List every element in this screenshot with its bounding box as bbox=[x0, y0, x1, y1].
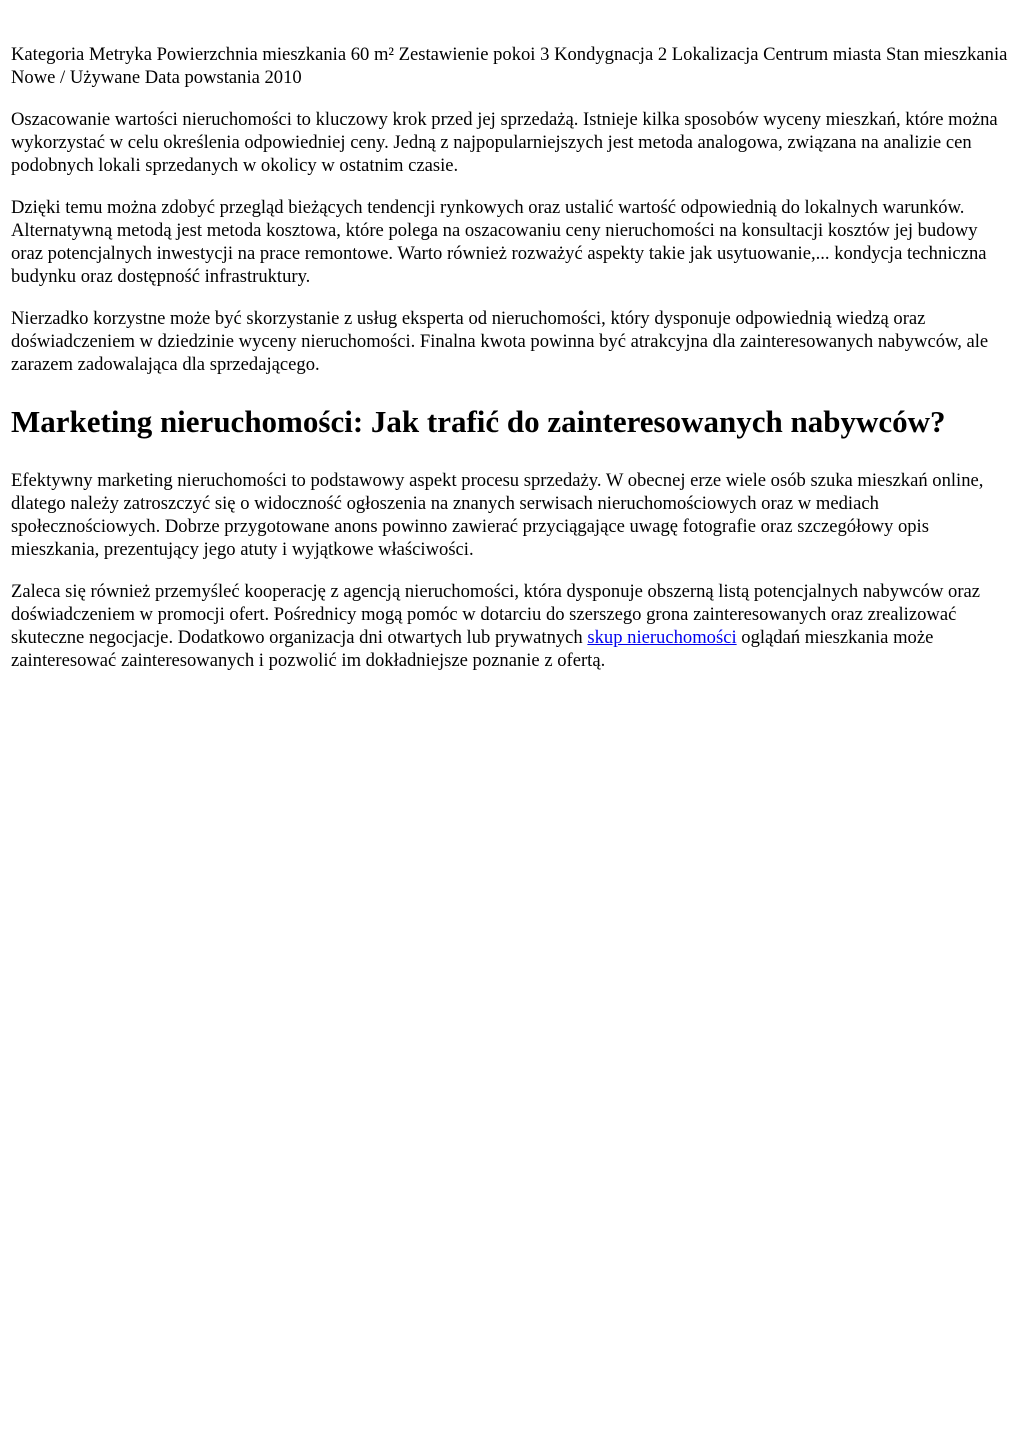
skup-nieruchomosci-link[interactable]: skup nieruchomości bbox=[587, 627, 737, 648]
valuation-paragraph: Oszacowanie wartości nieruchomości to kluczowy krok przed jej sprzedażą. Istnieje kilka sposobów wyceny mieszkań, które można wykorzystać w celu określenia odpowiedniej ceny. Jedną z najpopularniejszych jest metoda analogowa, związana na analizie cen podobnych lokali sprzedanych w okolicy w ostatnim czasie. bbox=[11, 109, 998, 176]
agency-paragraph-text-end: oglądań mieszkania może zainteresować zainteresowanych i pozwolić im dokładniejsze poznanie z ofertą. bbox=[11, 627, 934, 671]
agency-paragraph bbox=[11, 580, 1014, 672]
property-summary: Kategoria Metryka Powierzchnia mieszkania 60 m² Zestawienie pokoi 3 Kondygnacja 2 Lokalizacja Centrum miasta Stan mieszkania Nowe / Używane Data powstania 2010 bbox=[11, 44, 1008, 88]
agency-paragraph-text-start: Zaleca się również przemyśleć kooperację z agencją nieruchomości, która dysponuje obszerną listą potencjalnych nabywców oraz doświadczeniem w promocji ofert. Pośrednicy mogą pomóc w dotarciu do szerszego grona zainteresowanych oraz zrealizować skuteczne negocjacje. Dodatkowo organizacja dni otwartych lub prywatnych bbox=[11, 581, 981, 648]
section-heading: Marketing nieruchomości: Jak trafić do zainteresowanych nabywców? bbox=[11, 404, 946, 439]
market-methods-paragraph: Dzięki temu można zdobyć przegląd bieżących tendencji rynkowych oraz ustalić wartość odpowiednią do lokalnych warunków. Alternatywną metodą jest metoda kosztowa, które polega na oszacowaniu ceny nieruchomości na konsultacji kosztów jej budowy oraz potencjalnych inwestycji na prace remontowe. Warto również rozważyć aspekty takie jak usytuowanie,... kondycja techniczna budynku oraz dostępność infrastruktury. bbox=[11, 197, 987, 287]
marketing-paragraph: Efektywny marketing nieruchomości to podstawowy aspekt procesu sprzedaży. W obecnej erze wiele osób szuka mieszkań online, dlatego należy zatroszczyć się o widoczność ogłoszenia na znanych serwisach nieruchomościowych oraz w mediach społecznościowych. Dobrze przygotowane anons powinno zawierać przyciągające uwagę fotografie oraz szczegółowy opis mieszkania, prezentujący jego atuty i wyjątkowe właściwości. bbox=[11, 470, 984, 560]
document-page bbox=[0, 0, 1024, 672]
expert-paragraph: Nierzadko korzystne może być skorzystanie z usług eksperta od nieruchomości, który dysponuje odpowiednią wiedzą oraz doświadczeniem w dziedzinie wyceny nieruchomości. Finalna kwota powinna być atrakcyjna dla zainteresowanych nabywców, ale zarazem zadowalająca dla sprzedającego. bbox=[11, 308, 989, 375]
